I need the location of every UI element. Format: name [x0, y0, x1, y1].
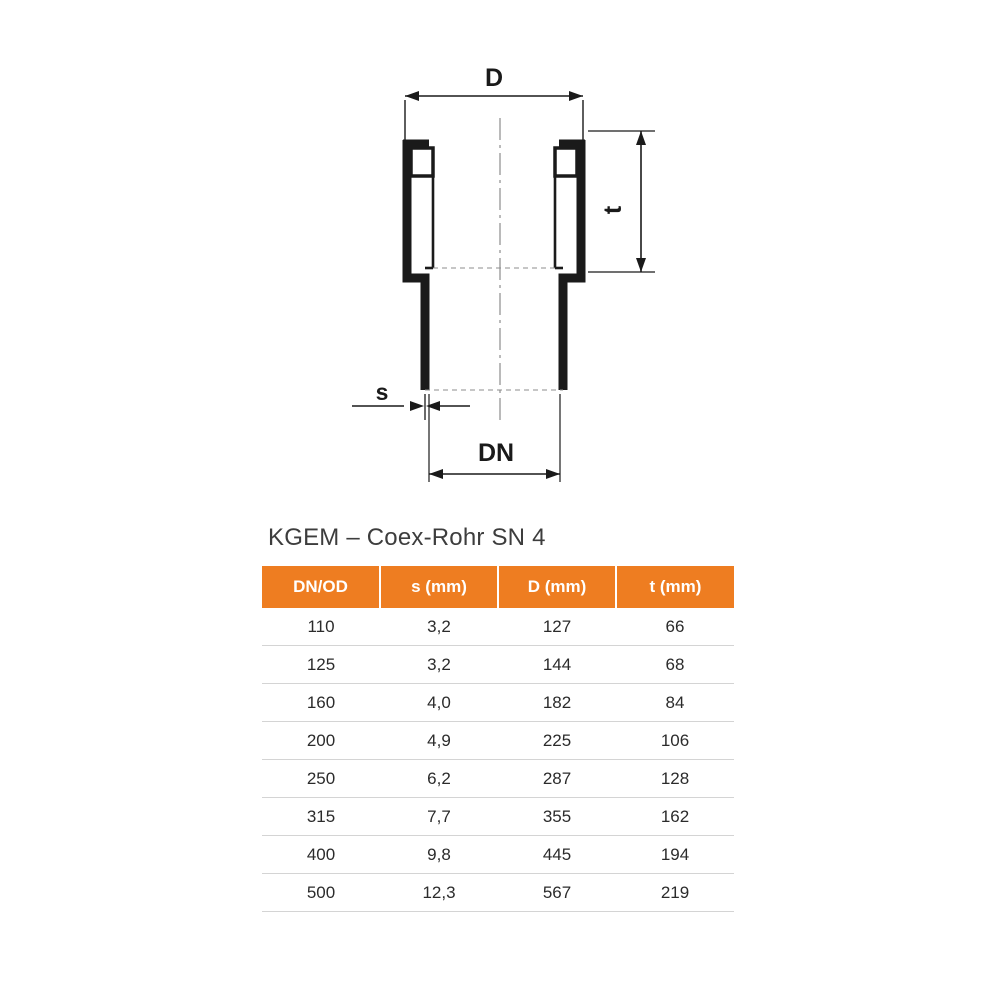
table-row	[262, 608, 734, 646]
column-header-s: s (mm)	[380, 566, 498, 608]
cell-t: 68	[616, 646, 734, 684]
label-DN: DN	[477, 439, 515, 467]
spec-table-block	[262, 524, 736, 912]
cell-dn-od: 110	[262, 608, 380, 646]
table-row	[262, 874, 734, 912]
cell-s: 7,7	[380, 798, 498, 836]
table-title: KGEM – Coex-Rohr SN 4	[268, 524, 546, 551]
table-row	[262, 722, 734, 760]
cell-t: 194	[616, 836, 734, 874]
label-s: s	[375, 379, 389, 405]
cell-t: 128	[616, 760, 734, 798]
cell-s: 12,3	[380, 874, 498, 912]
cell-d: 127	[498, 608, 616, 646]
spec-table	[262, 566, 734, 912]
cell-d: 567	[498, 874, 616, 912]
table-head	[262, 566, 734, 608]
cell-t: 106	[616, 722, 734, 760]
cell-dn-od: 160	[262, 684, 380, 722]
cell-d: 182	[498, 684, 616, 722]
label-D: D	[484, 64, 504, 92]
cell-dn-od: 500	[262, 874, 380, 912]
cell-dn-od: 250	[262, 760, 380, 798]
cell-d: 287	[498, 760, 616, 798]
pipe-outline	[403, 140, 585, 390]
cell-d: 355	[498, 798, 616, 836]
cell-dn-od: 200	[262, 722, 380, 760]
cell-t: 219	[616, 874, 734, 912]
table-body	[262, 608, 734, 912]
cell-s: 3,2	[380, 608, 498, 646]
cell-t: 162	[616, 798, 734, 836]
cell-d: 445	[498, 836, 616, 874]
column-header-t: t (mm)	[616, 566, 734, 608]
dimension-s	[352, 394, 470, 420]
table-row	[262, 798, 734, 836]
column-header-d: D (mm)	[498, 566, 616, 608]
table-header-row	[262, 566, 734, 608]
hidden-lines	[425, 268, 563, 390]
cell-s: 4,0	[380, 684, 498, 722]
cell-t: 84	[616, 684, 734, 722]
cell-dn-od: 315	[262, 798, 380, 836]
label-t: t	[599, 205, 627, 215]
cell-t: 66	[616, 608, 734, 646]
cell-d: 144	[498, 646, 616, 684]
cell-d: 225	[498, 722, 616, 760]
table-row	[262, 836, 734, 874]
dimension-t	[588, 131, 655, 272]
cell-dn-od: 400	[262, 836, 380, 874]
cell-dn-od: 125	[262, 646, 380, 684]
dimension-DN	[429, 394, 560, 482]
dimension-D	[405, 91, 583, 150]
cell-s: 6,2	[380, 760, 498, 798]
cell-s: 4,9	[380, 722, 498, 760]
table-row	[262, 684, 734, 722]
table-row	[262, 646, 734, 684]
cell-s: 9,8	[380, 836, 498, 874]
column-header-dn-od: DN/OD	[262, 566, 380, 608]
cell-s: 3,2	[380, 646, 498, 684]
table-row	[262, 760, 734, 798]
